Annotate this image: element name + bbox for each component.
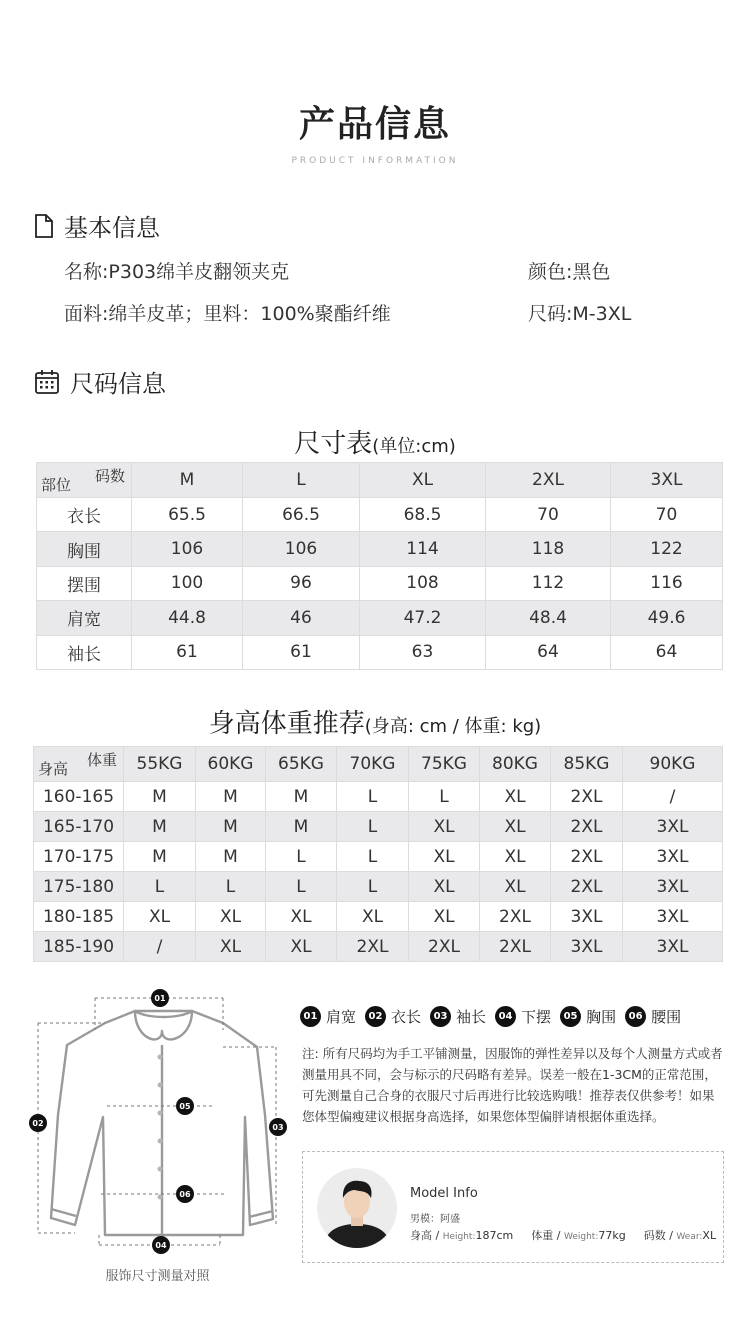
rec-cell: XL	[196, 932, 266, 962]
rec-cell: M	[266, 782, 337, 812]
size-cell: 106	[243, 532, 360, 566]
rec-col-header: 80KG	[480, 747, 551, 782]
rec-col-header: 60KG	[196, 747, 266, 782]
rec-cell: XL	[409, 842, 480, 872]
rec-cell: L	[337, 812, 409, 842]
size-cell: 66.5	[243, 498, 360, 532]
legend-label: 肩宽	[326, 1008, 357, 1026]
size-row-label: 袖长	[37, 635, 132, 669]
model-stats	[410, 1227, 734, 1243]
product-name: 名称:P303绵羊皮翻领夹克	[64, 261, 290, 283]
model-name: 男模：阿盛	[410, 1214, 460, 1225]
product-color: 颜色:黑色	[528, 261, 611, 283]
table-row	[37, 601, 723, 635]
marker-06	[176, 1185, 194, 1203]
rec-row-label: 170-175	[34, 842, 124, 872]
legend-label: 袖长	[456, 1008, 487, 1026]
rec-cell: M	[196, 782, 266, 812]
size-cell: 122	[611, 532, 723, 566]
marker-03	[269, 1118, 287, 1136]
marker-01	[151, 989, 169, 1007]
size-row-label: 胸围	[37, 532, 132, 566]
rec-col-header: 75KG	[409, 747, 480, 782]
table-row	[37, 532, 723, 566]
rec-cell: M	[196, 842, 266, 872]
basic-info-title: 基本信息	[64, 214, 160, 242]
rec-row-label: 185-190	[34, 932, 124, 962]
rec-cell: L	[124, 872, 196, 902]
model-wear: 码数 / Wear:XL	[643, 1229, 717, 1242]
rec-cell: 2XL	[337, 932, 409, 962]
rec-cell: XL	[480, 842, 551, 872]
legend-item	[560, 1006, 616, 1027]
legend-badge: 01	[300, 1006, 321, 1027]
rec-col-header: 65KG	[266, 747, 337, 782]
legend-label: 胸围	[586, 1008, 617, 1026]
legend-label: 腰围	[651, 1008, 682, 1026]
rec-cell: XL	[196, 902, 266, 932]
size-cell: 108	[360, 566, 486, 600]
size-cell: 65.5	[132, 498, 243, 532]
table-row	[34, 872, 723, 902]
basic-info-heading	[34, 208, 160, 243]
table-row	[37, 498, 723, 532]
size-cell: 64	[486, 635, 611, 669]
model-info-card	[302, 1151, 724, 1263]
rec-cell: 3XL	[623, 932, 723, 962]
size-col-header: XL	[360, 463, 486, 498]
rec-cell: M	[124, 842, 196, 872]
rec-row-label: 160-165	[34, 782, 124, 812]
rec-col-header: 90KG	[623, 747, 723, 782]
rec-cell: 3XL	[623, 902, 723, 932]
size-cell: 49.6	[611, 601, 723, 635]
legend-item	[300, 1006, 356, 1027]
size-cell: 68.5	[360, 498, 486, 532]
rec-cell: XL	[480, 872, 551, 902]
table-row	[34, 842, 723, 872]
rec-cell: 3XL	[551, 902, 623, 932]
table-row	[34, 812, 723, 842]
size-cell: 47.2	[360, 601, 486, 635]
diagram-caption: 服饰尺寸测量对照	[105, 1269, 210, 1284]
table-row	[37, 566, 723, 600]
rec-cell: XL	[266, 902, 337, 932]
legend-item	[495, 1006, 551, 1027]
size-cell: 46	[243, 601, 360, 635]
rec-table	[33, 746, 723, 962]
rec-table-unit: (身高: cm / 体重: kg)	[364, 716, 542, 737]
svg-text:06: 06	[179, 1190, 191, 1199]
size-cell: 63	[360, 635, 486, 669]
measurement-legend	[300, 1006, 690, 1027]
svg-text:02: 02	[32, 1119, 44, 1128]
rec-corner: 体重 身高	[34, 747, 124, 782]
size-cell: 114	[360, 532, 486, 566]
rec-row-label: 180-185	[34, 902, 124, 932]
size-cell: 112	[486, 566, 611, 600]
rec-cell: M	[196, 812, 266, 842]
svg-text:03: 03	[272, 1123, 284, 1132]
size-cell: 61	[243, 635, 360, 669]
rec-cell: XL	[480, 812, 551, 842]
size-row-label: 衣长	[37, 498, 132, 532]
marker-02	[29, 1114, 47, 1132]
size-cell: 100	[132, 566, 243, 600]
rec-cell: XL	[266, 932, 337, 962]
document-icon	[34, 214, 54, 238]
rec-col-header: 85KG	[551, 747, 623, 782]
rec-cell: /	[623, 782, 723, 812]
model-avatar	[317, 1168, 397, 1248]
model-info-title: Model Info	[410, 1186, 478, 1201]
svg-text:05: 05	[179, 1102, 191, 1111]
rec-cell: 2XL	[551, 782, 623, 812]
legend-item	[430, 1006, 486, 1027]
size-cell: 44.8	[132, 601, 243, 635]
rec-cell: 2XL	[551, 842, 623, 872]
rec-table-title	[0, 703, 750, 740]
size-header-row	[37, 463, 723, 498]
size-cell: 61	[132, 635, 243, 669]
size-table	[36, 462, 723, 670]
rec-cell: M	[124, 782, 196, 812]
rec-cell: 2XL	[551, 812, 623, 842]
size-col-header: 2XL	[486, 463, 611, 498]
legend-badge: 06	[625, 1006, 646, 1027]
rec-cell: L	[337, 872, 409, 902]
rec-cell: XL	[480, 782, 551, 812]
rec-cell: 3XL	[551, 932, 623, 962]
rec-cell: /	[124, 932, 196, 962]
size-cell: 64	[611, 635, 723, 669]
size-cell: 70	[486, 498, 611, 532]
size-table-title-text: 尺寸表	[294, 429, 373, 459]
size-cell: 106	[132, 532, 243, 566]
product-size: 尺码:M-3XL	[528, 303, 632, 325]
jacket-outline	[51, 1011, 273, 1235]
marker-05	[176, 1097, 194, 1115]
rec-cell: 2XL	[409, 932, 480, 962]
size-table-title	[0, 423, 750, 460]
size-corner: 码数 部位	[37, 463, 132, 498]
svg-text:04: 04	[155, 1241, 167, 1250]
rec-row-label: 175-180	[34, 872, 124, 902]
model-weight: 体重 / Weight:77kg	[531, 1229, 626, 1242]
rec-cell: L	[266, 842, 337, 872]
rec-cell: XL	[124, 902, 196, 932]
table-row	[34, 932, 723, 962]
rec-header-row	[34, 747, 723, 782]
rec-cell: 2XL	[551, 872, 623, 902]
table-row	[34, 782, 723, 812]
table-row	[34, 902, 723, 932]
page-title: 产品信息	[298, 104, 451, 145]
size-cell: 118	[486, 532, 611, 566]
size-row-label: 肩宽	[37, 601, 132, 635]
size-col-header: L	[243, 463, 360, 498]
jacket-diagram	[25, 985, 295, 1260]
product-fabric: 面料:绵羊皮革；里料：100%聚酯纤维	[64, 303, 391, 325]
size-cell: 70	[611, 498, 723, 532]
rec-cell: XL	[337, 902, 409, 932]
size-col-header: 3XL	[611, 463, 723, 498]
calendar-icon	[34, 369, 60, 395]
measurement-note: 注: 所有尺码均为手工平铺测量，因服饰的弹性差异以及每个人测量方式或者测量用具不同，会与标示的尺码略有差异。误差一般在1-3CM的正常范围，可先测量自己合身的衣服尺寸后再进行比较选购哦！推荐表仅供参考！如果您体型偏瘦建议根据身高选择，如果您体型偏胖请根据体重选择。	[302, 1046, 723, 1124]
legend-label: 衣长	[391, 1008, 422, 1026]
model-height: 身高 / Height:187cm	[410, 1229, 514, 1242]
rec-cell: 2XL	[480, 902, 551, 932]
size-cell: 96	[243, 566, 360, 600]
size-table-unit: (单位:cm)	[372, 436, 456, 457]
size-cell: 48.4	[486, 601, 611, 635]
legend-badge: 05	[560, 1006, 581, 1027]
size-row-label: 摆围	[37, 566, 132, 600]
rec-cell: 3XL	[623, 812, 723, 842]
rec-cell: L	[196, 872, 266, 902]
rec-col-header: 55KG	[124, 747, 196, 782]
legend-item	[365, 1006, 421, 1027]
legend-badge: 03	[430, 1006, 451, 1027]
legend-badge: 04	[495, 1006, 516, 1027]
rec-cell: L	[337, 782, 409, 812]
rec-cell: 2XL	[480, 932, 551, 962]
size-info-title: 尺码信息	[70, 370, 166, 398]
legend-item	[625, 1006, 681, 1027]
rec-cell: L	[337, 842, 409, 872]
rec-cell: 3XL	[623, 842, 723, 872]
legend-label: 下摆	[521, 1008, 552, 1026]
rec-table-title-text: 身高体重推荐	[208, 709, 365, 739]
rec-cell: XL	[409, 902, 480, 932]
legend-badge: 02	[365, 1006, 386, 1027]
rec-row-label: 165-170	[34, 812, 124, 842]
size-info-heading	[34, 364, 166, 399]
rec-cell: M	[124, 812, 196, 842]
rec-col-header: 70KG	[337, 747, 409, 782]
rec-cell: M	[266, 812, 337, 842]
rec-cell: L	[409, 782, 480, 812]
size-col-header: M	[132, 463, 243, 498]
rec-cell: XL	[409, 872, 480, 902]
rec-cell: XL	[409, 812, 480, 842]
rec-cell: L	[266, 872, 337, 902]
table-row	[37, 635, 723, 669]
svg-text:01: 01	[154, 994, 166, 1003]
page-subtitle: PRODUCT INFORMATION	[291, 156, 459, 166]
marker-04	[152, 1236, 170, 1254]
rec-cell: 3XL	[623, 872, 723, 902]
size-cell: 116	[611, 566, 723, 600]
